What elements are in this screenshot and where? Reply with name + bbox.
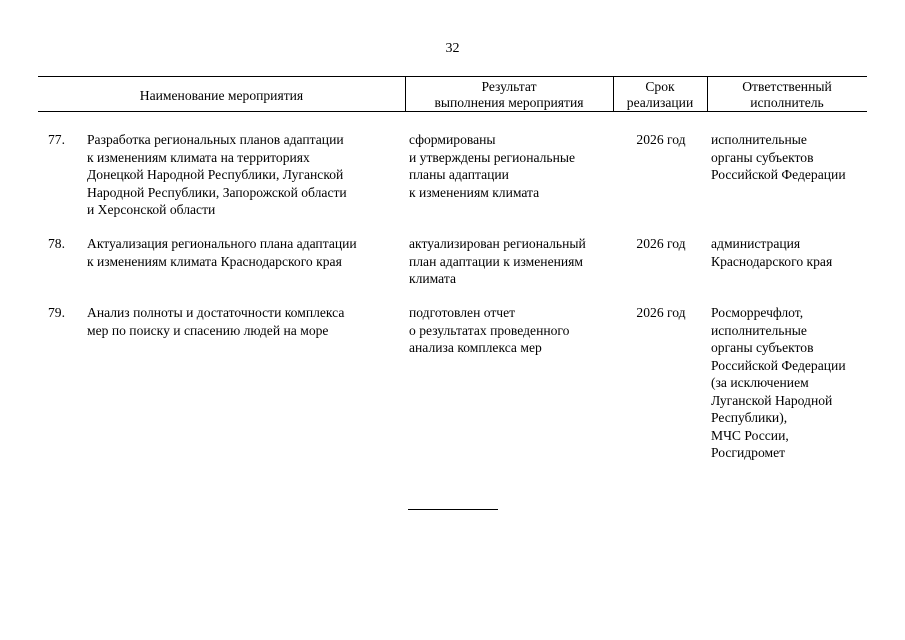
row-executor: исполнительные органы субъектов Российской Федерации (711, 132, 846, 182)
row-term: 2026 год (636, 305, 686, 320)
end-of-section-rule (408, 509, 498, 510)
header-col-term: Срок реализации (626, 79, 694, 110)
row-executor: администрация Краснодарского края (711, 236, 833, 269)
row-term: 2026 год (636, 236, 686, 251)
row-name: Анализ полноты и достаточности комплекса мер по поиску и спасению людей на море (87, 305, 345, 338)
row-result: актуализирован региональный план адаптации к изменениям климата (409, 236, 586, 286)
row-result: сформированы и утверждены региональные планы адаптации к изменениям климата (409, 132, 576, 200)
header-col-name: Наименование мероприятия (139, 88, 304, 103)
row-name: Актуализация регионального плана адаптации к изменениям климата Краснодарского края (87, 236, 357, 269)
table-header-bottom-rule (38, 111, 867, 112)
row-name: Разработка региональных планов адаптации к изменениям климата на территориях Донецкой Народной Республики, Луганской Народной Республики, Запорожской области и Херсонской области (87, 132, 347, 217)
row-executor: Росморречфлот, исполнительные органы субъектов Российской Федерации (за исключением Луганской Народной Республики), МЧС России, Росгидромет (711, 305, 846, 460)
page-number: 32 (445, 41, 460, 56)
row-term: 2026 год (636, 132, 686, 147)
row-number: 77. (48, 132, 65, 147)
header-col-executor: Ответственный исполнитель (742, 79, 832, 110)
row-number: 78. (48, 236, 65, 251)
row-result: подготовлен отчет о результатах проведенного анализа комплекса мер (409, 305, 570, 355)
header-col-result: Результат выполнения мероприятия (434, 79, 584, 110)
table-header-top-rule (38, 76, 867, 77)
row-number: 79. (48, 305, 65, 320)
